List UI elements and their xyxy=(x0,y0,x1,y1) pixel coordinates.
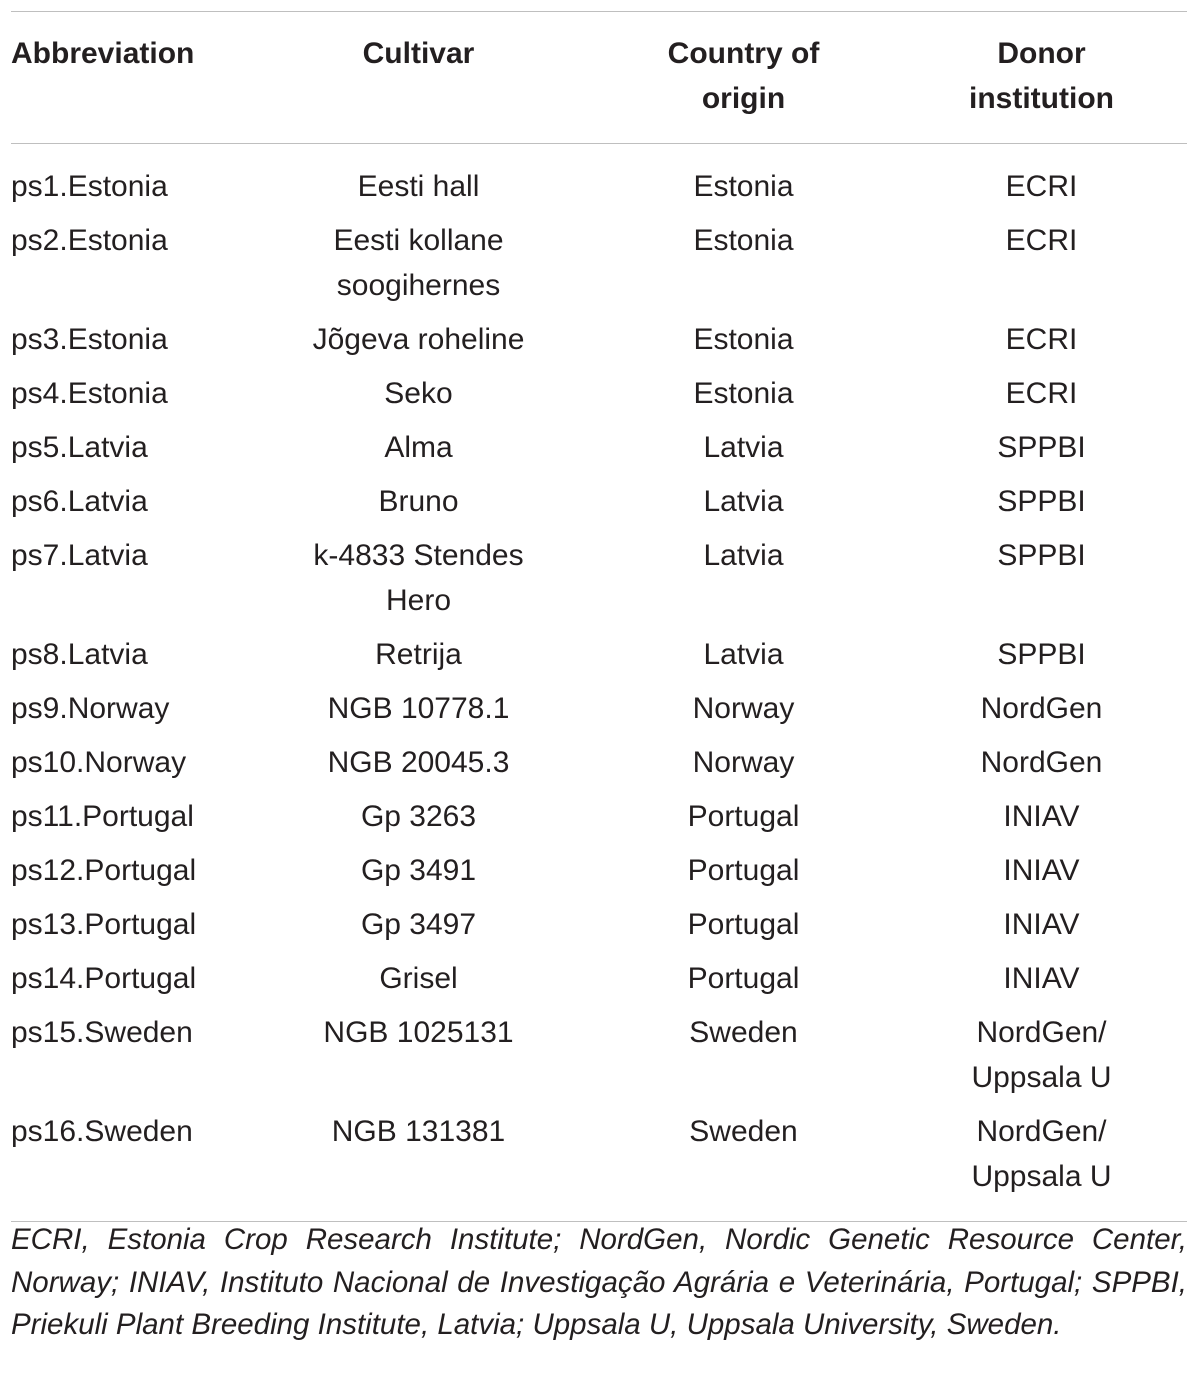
cell-donor-line: SPPBI xyxy=(997,539,1086,572)
cell-abbreviation: ps12.Portugal xyxy=(11,854,197,887)
table-row xyxy=(11,1109,1187,1222)
cell-donor-institution xyxy=(896,425,1187,479)
cell-cultivar-line: Eesti hall xyxy=(357,170,480,203)
cell-cultivar xyxy=(246,317,591,371)
cell-abbreviation: ps8.Latvia xyxy=(11,638,148,671)
cultivar-table xyxy=(11,11,1187,1222)
cell-cultivar xyxy=(246,902,591,956)
cell-donor-line: NordGen xyxy=(980,692,1103,725)
cell-cultivar-line: Seko xyxy=(384,377,453,410)
cell-country-of-origin: Estonia xyxy=(693,323,794,356)
cell-country-of-origin: Latvia xyxy=(703,638,784,671)
header-cultivar: Cultivar xyxy=(362,37,475,70)
cell-abbreviation: ps7.Latvia xyxy=(11,539,148,572)
cell-cultivar xyxy=(246,956,591,1010)
cell-abbreviation: ps14.Portugal xyxy=(11,962,197,995)
cell-country-of-origin: Norway xyxy=(692,746,795,779)
cell-donor-line: INIAV xyxy=(1003,854,1080,887)
cell-country-of-origin: Sweden xyxy=(689,1016,798,1049)
cell-donor-institution xyxy=(896,1010,1187,1109)
cell-cultivar xyxy=(246,218,591,317)
cell-cultivar-line: NGB 20045.3 xyxy=(327,746,510,779)
cell-cultivar xyxy=(246,533,591,632)
header-donor-line1: Donor xyxy=(997,37,1086,70)
cell-cultivar xyxy=(246,1010,591,1109)
cell-donor-line: Uppsala U xyxy=(971,1160,1112,1193)
cell-country-of-origin: Estonia xyxy=(693,377,794,410)
cell-cultivar-line: soogihernes xyxy=(336,269,501,302)
table-row xyxy=(11,371,1187,425)
cell-cultivar-line: Retrija xyxy=(375,638,462,671)
cell-donor-line: NordGen xyxy=(980,746,1103,779)
header-row xyxy=(11,12,1187,144)
table-row xyxy=(11,956,1187,1010)
cell-country-of-origin: Portugal xyxy=(687,800,800,833)
cell-donor-institution xyxy=(896,740,1187,794)
cell-donor-line: ECRI xyxy=(1005,323,1078,356)
cell-abbreviation: ps13.Portugal xyxy=(11,908,197,941)
header-country-line2: origin xyxy=(701,82,786,115)
table-row xyxy=(11,144,1187,219)
cell-country-of-origin: Latvia xyxy=(703,485,784,518)
cell-cultivar-line: Gp 3497 xyxy=(360,908,477,941)
cell-cultivar-line: Gp 3491 xyxy=(360,854,477,887)
cell-country-of-origin: Portugal xyxy=(687,854,800,887)
table-row xyxy=(11,479,1187,533)
header-abbreviation: Abbreviation xyxy=(11,37,195,70)
cell-country-of-origin: Estonia xyxy=(693,224,794,257)
cell-cultivar-line: NGB 131381 xyxy=(331,1115,506,1148)
cell-country-of-origin: Sweden xyxy=(689,1115,798,1148)
cell-cultivar xyxy=(246,425,591,479)
cell-donor-institution xyxy=(896,848,1187,902)
table-body xyxy=(11,144,1187,1222)
table-row xyxy=(11,902,1187,956)
cell-abbreviation: ps9.Norway xyxy=(11,692,170,725)
cell-cultivar-line: Alma xyxy=(384,431,453,464)
cell-donor-line: SPPBI xyxy=(997,431,1086,464)
cultivar-table-container xyxy=(11,11,1187,1222)
cell-cultivar xyxy=(246,740,591,794)
cell-cultivar-line: Bruno xyxy=(378,485,459,518)
cell-cultivar-line: NGB 10778.1 xyxy=(327,692,510,725)
cell-country-of-origin: Portugal xyxy=(687,908,800,941)
table-row xyxy=(11,317,1187,371)
table-row xyxy=(11,686,1187,740)
table-row xyxy=(11,425,1187,479)
cell-abbreviation: ps16.Sweden xyxy=(11,1115,193,1148)
table-row xyxy=(11,533,1187,632)
cell-donor-institution xyxy=(896,1109,1187,1222)
cell-donor-line: NordGen/ xyxy=(976,1016,1107,1049)
cell-donor-institution xyxy=(896,144,1187,219)
cell-donor-line: ECRI xyxy=(1005,224,1078,257)
cell-cultivar-line: Hero xyxy=(385,584,452,617)
cell-cultivar-line: k-4833 Stendes xyxy=(313,539,524,572)
cell-abbreviation: ps11.Portugal xyxy=(11,800,194,833)
cell-cultivar-line: Eesti kollane xyxy=(333,224,504,257)
cell-country-of-origin: Latvia xyxy=(703,539,784,572)
table-row xyxy=(11,218,1187,317)
cell-abbreviation: ps6.Latvia xyxy=(11,485,148,518)
cell-cultivar xyxy=(246,632,591,686)
header-country-of-origin xyxy=(591,12,896,144)
cell-abbreviation: ps3.Estonia xyxy=(11,323,168,356)
table-footnote: ECRI, Estonia Crop Research Institute; NordGen, Nordic Genetic Resource Center, Norway; INIAV, Instituto Nacional de Investigação Agrária e Veterinária, Portugal; SPPBI, Priekuli Plant Breeding Institute, Latvia; Uppsala U, Uppsala University, Sweden. xyxy=(11,1223,1187,1341)
cell-donor-line: Uppsala U xyxy=(971,1061,1112,1094)
cell-cultivar xyxy=(246,686,591,740)
cell-donor-institution xyxy=(896,956,1187,1010)
header-donor-institution xyxy=(896,12,1187,144)
table-row xyxy=(11,794,1187,848)
cell-donor-line: SPPBI xyxy=(997,638,1086,671)
cell-cultivar xyxy=(246,1109,591,1222)
cell-donor-line: ECRI xyxy=(1005,377,1078,410)
table-row xyxy=(11,740,1187,794)
table-header xyxy=(11,12,1187,144)
cell-donor-line: ECRI xyxy=(1005,170,1078,203)
table-row xyxy=(11,1010,1187,1109)
cell-abbreviation: ps5.Latvia xyxy=(11,431,148,464)
cell-country-of-origin: Portugal xyxy=(687,962,800,995)
cell-country-of-origin: Norway xyxy=(692,692,795,725)
cell-cultivar xyxy=(246,848,591,902)
cell-cultivar-line: Jõgeva roheline xyxy=(312,323,525,356)
cell-donor-institution xyxy=(896,902,1187,956)
table-row xyxy=(11,848,1187,902)
cell-abbreviation: ps15.Sweden xyxy=(11,1016,193,1049)
cell-abbreviation: ps2.Estonia xyxy=(11,224,168,257)
cell-cultivar xyxy=(246,479,591,533)
cell-cultivar xyxy=(246,371,591,425)
cell-cultivar-line: Gp 3263 xyxy=(360,800,477,833)
cell-abbreviation: ps4.Estonia xyxy=(11,377,168,410)
cell-donor-line: NordGen/ xyxy=(976,1115,1107,1148)
cell-cultivar xyxy=(246,794,591,848)
cell-donor-institution xyxy=(896,686,1187,740)
cell-donor-institution xyxy=(896,317,1187,371)
cell-country-of-origin: Latvia xyxy=(703,431,784,464)
header-country-line1: Country of xyxy=(667,37,820,70)
cell-abbreviation: ps10.Norway xyxy=(11,746,187,779)
cell-abbreviation: ps1.Estonia xyxy=(11,170,168,203)
cell-donor-line: INIAV xyxy=(1003,908,1080,941)
cell-donor-institution xyxy=(896,632,1187,686)
cell-donor-institution xyxy=(896,533,1187,632)
cell-donor-institution xyxy=(896,218,1187,317)
cell-donor-institution xyxy=(896,371,1187,425)
cell-donor-institution xyxy=(896,794,1187,848)
cell-country-of-origin: Estonia xyxy=(693,170,794,203)
cell-cultivar-line: Grisel xyxy=(379,962,458,995)
cell-cultivar-line: NGB 1025131 xyxy=(323,1016,514,1049)
cell-cultivar xyxy=(246,144,591,219)
cell-donor-line: INIAV xyxy=(1003,962,1080,995)
cell-donor-line: SPPBI xyxy=(997,485,1086,518)
header-donor-line2: institution xyxy=(969,82,1114,115)
cell-donor-line: INIAV xyxy=(1003,800,1080,833)
table-row xyxy=(11,632,1187,686)
cell-donor-institution xyxy=(896,479,1187,533)
